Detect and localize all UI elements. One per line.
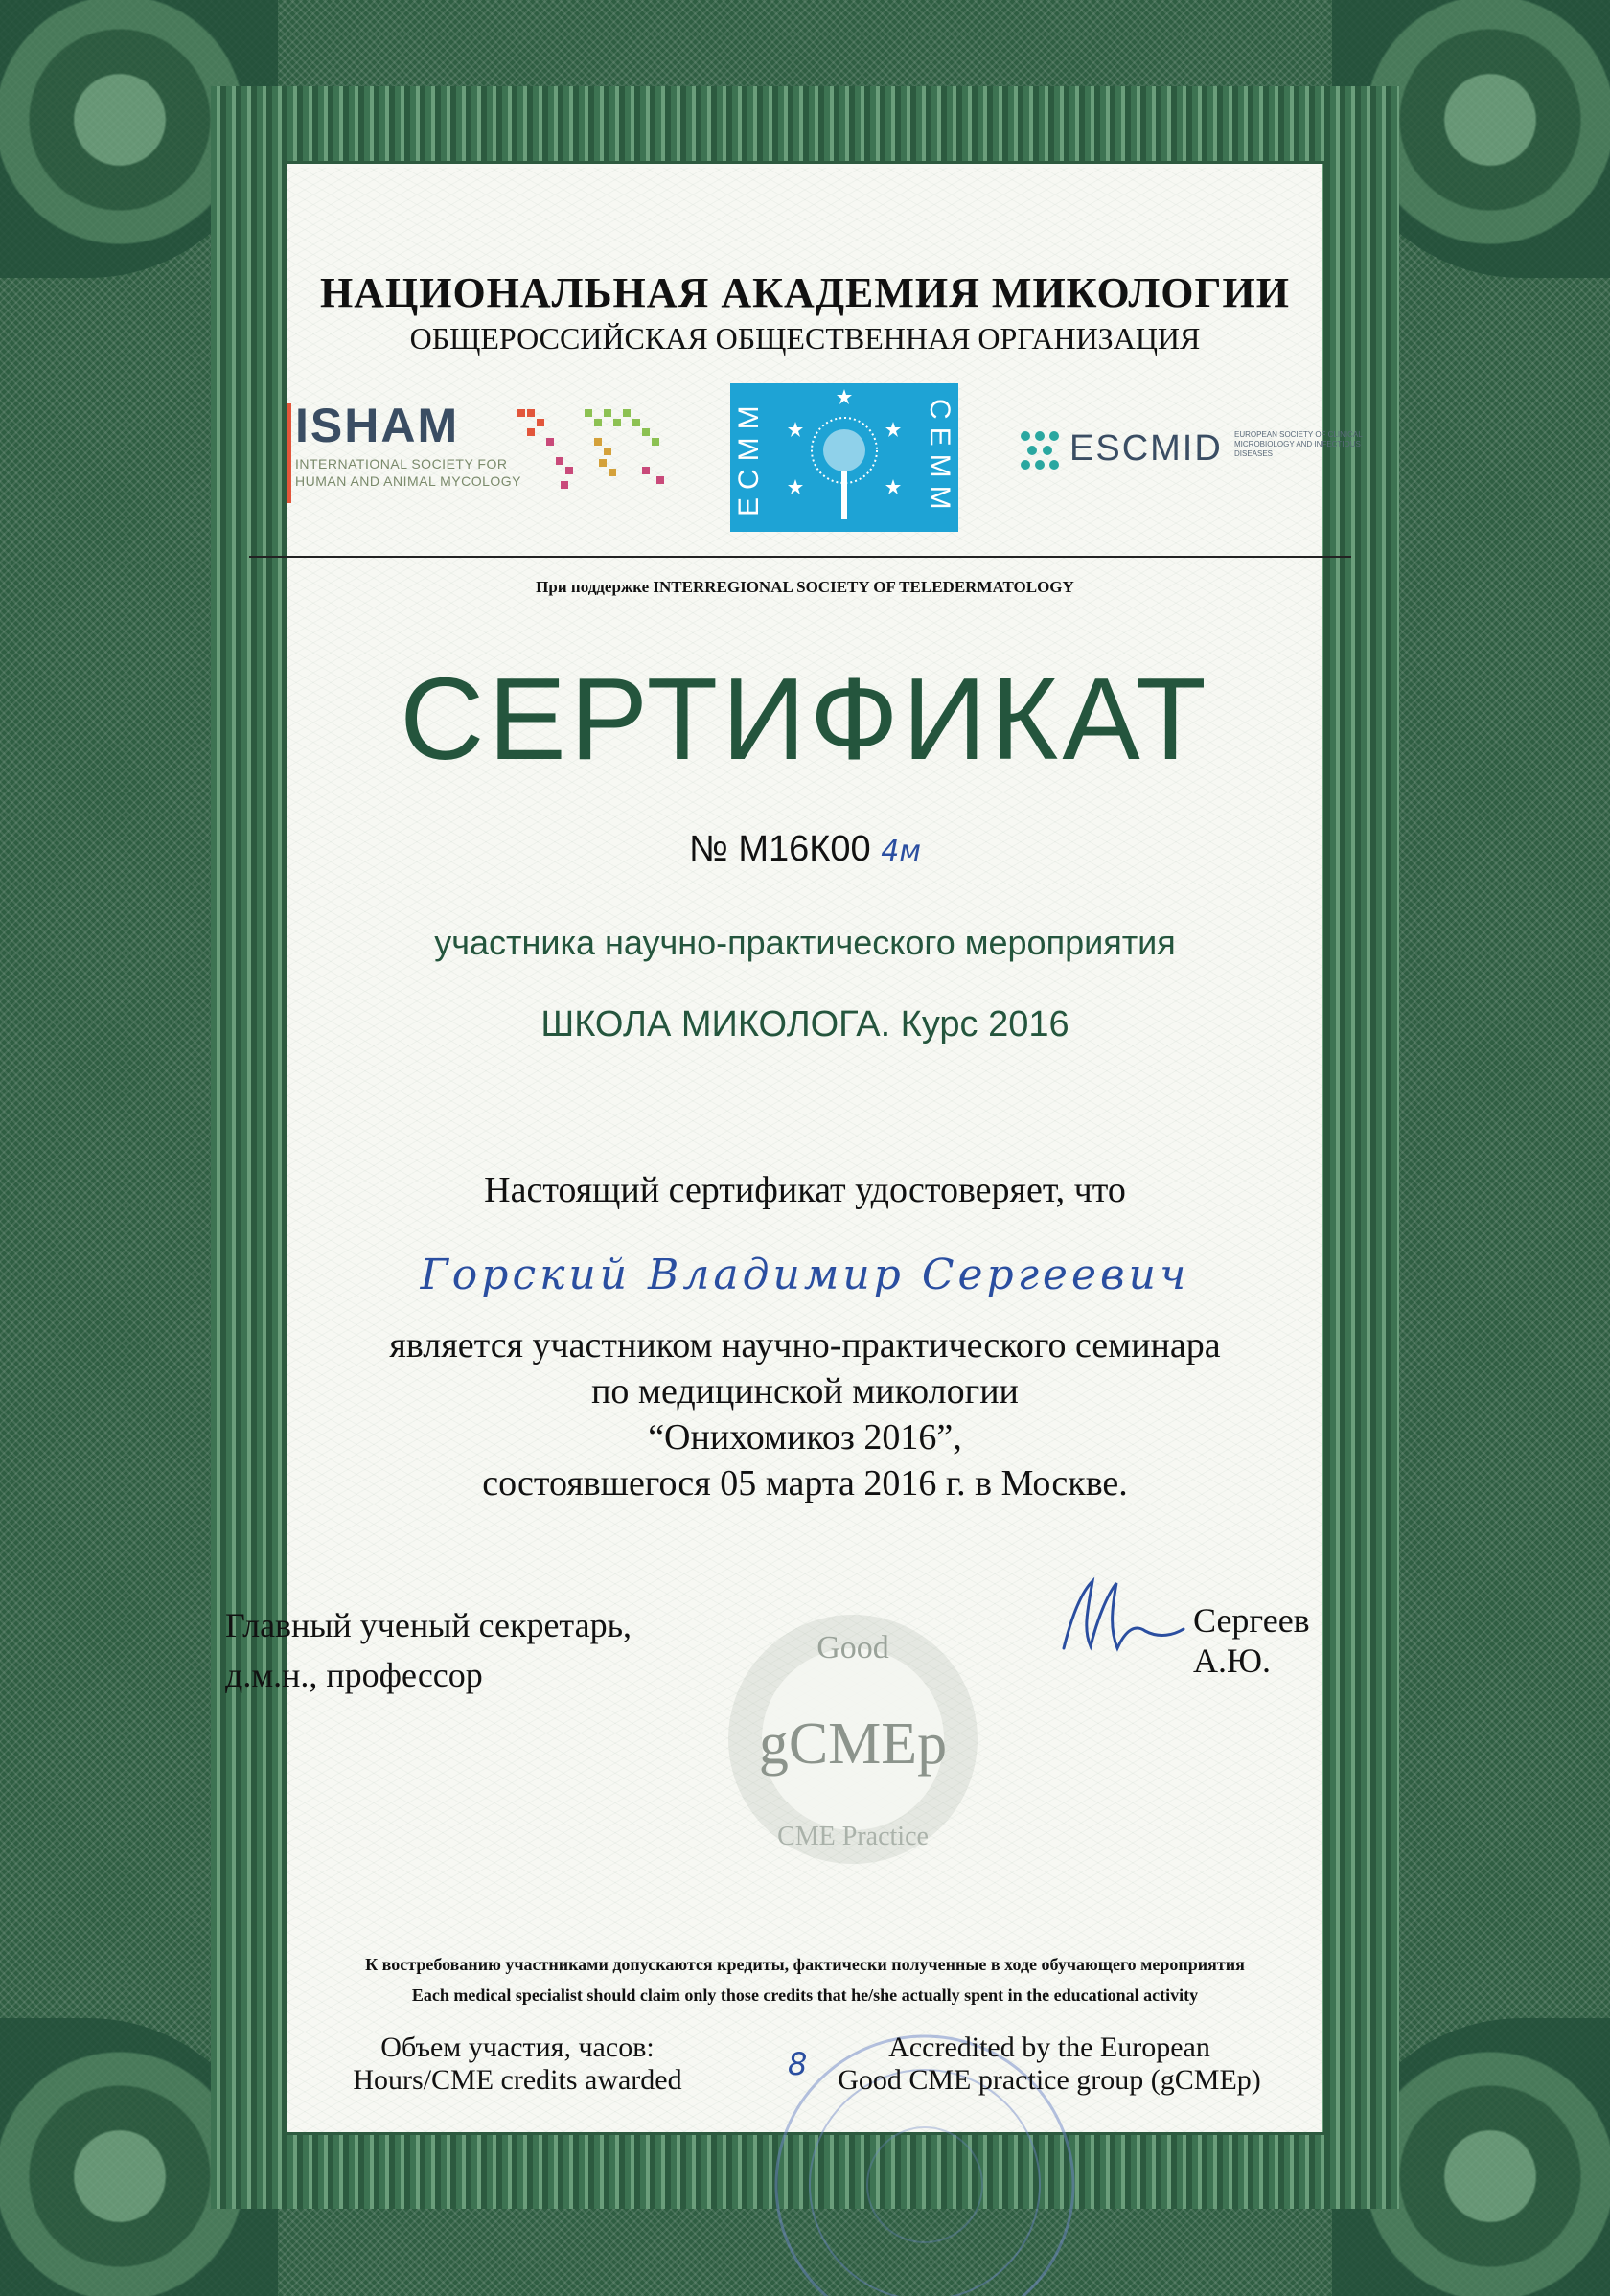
participant-line: участника научно-практического мероприятия — [434, 923, 1176, 962]
body-line: состоявшегося 05 марта 2016 г. в Москве. — [482, 1463, 1128, 1504]
escmid-subtitle: EUROPEAN SOCIETY OF CLINICAL MICROBIOLOGY AND INFECTIOUS DISEASES — [1234, 430, 1363, 458]
position-line-1: Главный ученый секретарь, — [225, 1606, 632, 1644]
recipient-name: Горский Владимир Сергеевич — [420, 1251, 1190, 1299]
escmid-logo — [1016, 426, 1363, 484]
signatory-position — [225, 1600, 632, 1700]
cemm-label: CEMM — [924, 398, 955, 517]
body-line: является участником научно-практического семинара — [389, 1325, 1221, 1366]
handwritten-signature — [1054, 1572, 1188, 1658]
ecmm-logo — [730, 383, 958, 532]
escmid-wordmark: ESCMID — [1070, 428, 1223, 469]
escmid-molecule-icon — [1016, 426, 1064, 474]
certificate-number-handwritten: 4м — [881, 835, 921, 868]
certificate-number-prefix: № М16К00 — [689, 829, 871, 869]
accreditation-block — [819, 2032, 1279, 2097]
body-line: “Онихомикоз 2016”, — [648, 1417, 962, 1458]
world-map-icon — [508, 400, 680, 505]
body-line: по медицинской микологии — [591, 1371, 1019, 1412]
gcmep-seal — [719, 1605, 987, 1873]
seal-center-text: gCMEp — [758, 1711, 948, 1777]
support-line: При поддержке INTERREGIONAL SOCIETY OF TELEDERMATOLOGY — [536, 578, 1074, 596]
seal-bottom-text: CME Practice — [777, 1822, 929, 1851]
certificate-title: СЕРТИФИКАТ — [400, 654, 1210, 784]
position-line-2: д.м.н., профессор — [225, 1656, 483, 1694]
certificate-number — [288, 829, 1322, 870]
header-divider — [249, 556, 1351, 558]
organization-subtitle: ОБЩЕРОССИЙСКАЯ ОБЩЕСТВЕННАЯ ОРГАНИЗАЦИЯ — [409, 321, 1201, 356]
event-name: ШКОЛА МИКОЛОГА. Курс 2016 — [540, 1004, 1070, 1045]
organization-title: НАЦИОНАЛЬНАЯ АКАДЕМИЯ МИКОЛОГИИ — [320, 269, 1290, 316]
hours-value: 8 — [788, 2046, 808, 2082]
signatory-name: Сергеев А.Ю. — [1193, 1601, 1310, 1680]
accreditation-line-1: Accredited by the European — [888, 2032, 1210, 2063]
ecmm-emblem-icon — [769, 383, 920, 532]
isham-accent-bar — [288, 403, 291, 503]
hours-block — [278, 2032, 757, 2097]
isham-wordmark: ISHAM — [295, 399, 460, 452]
accreditation-line-2: Good CME practice group (gCMEp) — [838, 2064, 1261, 2096]
isham-subtitle: INTERNATIONAL SOCIETY FOR HUMAN AND ANIMAL MYCOLOGY — [295, 456, 522, 489]
hours-label-ru: Объем участия, часов: — [380, 2032, 655, 2063]
ecmm-label: ECMM — [733, 398, 765, 517]
certificate-content — [225, 168, 1363, 2132]
credits-note-en: Each medical specialist should claim only those credits that he/she actually spent in the educational activity — [411, 1986, 1199, 2005]
certifies-line: Настоящий сертификат удостоверяет, что — [484, 1170, 1126, 1210]
hours-label-en: Hours/CME credits awarded — [353, 2064, 682, 2096]
seal-top-text: Good — [816, 1630, 889, 1665]
isham-logo — [288, 398, 575, 513]
credits-note-ru: К востребованию участниками допускаются кредиты, фактически полученные в ходе обучающего мероприятия — [365, 1955, 1245, 1974]
